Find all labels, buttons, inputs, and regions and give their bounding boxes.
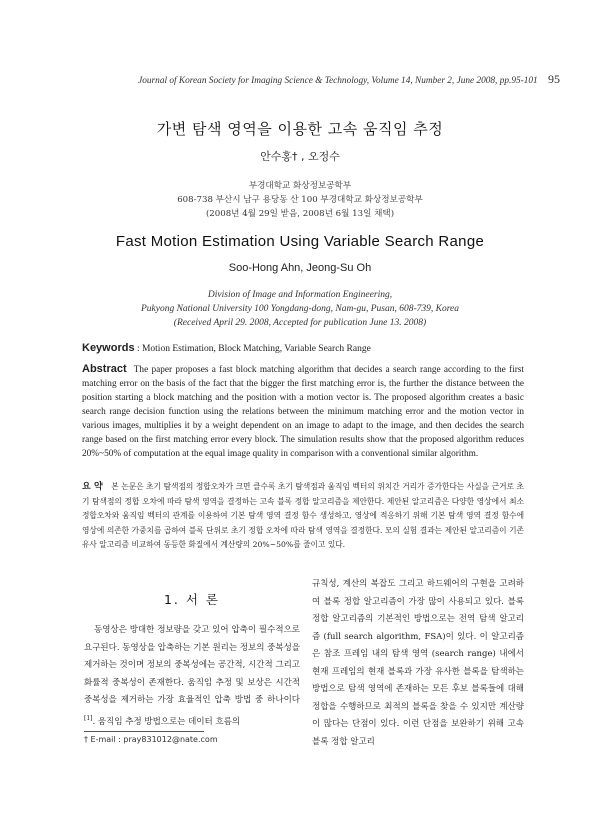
abstract-text: The paper proposes a fast block matching algorithm that decides a search range according to the first matching error on the basis of the fact that the bigger the first matching error is, the further the distance between the position starting a block matching and the position with a motion vector is. The proposed algorithm creates a basic search range decision function using the relations between the minimum matching error and the motion vector in various images, multiplies it by a weight dependent on an image to adapt to the image, and then decides the search range based on the first matching error every block. The simulation results show that the proposed algorithm reduces 20%~50% of computation at the equal image quality in comparison with a conventional similar algorithm. [82, 365, 524, 459]
running-header [0, 72, 560, 87]
english-affiliation-line1: Division of Image and Information Engineering, [207, 290, 393, 300]
page-number: 95 [548, 72, 560, 86]
korean-abstract-text: 본 논문은 초기 탐색점의 정합오차가 크면 클수록 초기 탐색점과 움직임 벡터의 위치간 거리가 증가한다는 사실을 근거로 초기 탐색점의 정합 오차에 따라 탐색 영역을 결정하는 고속 블록 정합 알고리즘을 제안한다. 제안된 알고리즘은 다양한 영상에서 최소 정합오차와 움직임 벡터의 관계를 이용하여 기본 탐색 영역 결정 함수 생성하고, 영상에 적응하기 위해 기본 탐색 영역 결정 함수에 영상에 의존한 가중치를 곱하여 블록 단위로 초기 정합 오차에 따라 탐색 영역을 결정한다. 모의 실험 결과는 제안된 알고리즘이 기존 유사 알고리즘 비교하여 동등한 화질에서 계산량의 20%~50%를 줄이고 있다. [82, 482, 524, 549]
keywords-label: Keywords [82, 342, 135, 354]
footnote: † E-mail : pray831012@nate.com [84, 735, 218, 744]
right-column [312, 576, 524, 751]
korean-affiliation [0, 179, 600, 221]
journal-citation: Journal of Korean Society for Imaging Science & Technology, Volume 14, Number 2, June 2008, pp.95-101 [138, 76, 538, 86]
intro-text-a: 동영상은 방대한 정보량을 갖고 있어 압축이 필수적으로 요구된다. 동영상을 압축하는 기본 원리는 정보의 중복성을 제거하는 것이며 정보의 중복성에는 공간적, 시간적 그리고 화률적 중복성이 존재한다. 움직임 추정 및 보상은 시간적 중복성을 제거하는 가장 효율적인 압축 방법 중 하나이다 [84, 625, 300, 705]
english-authors: Soo-Hong Ahn, Jeong-Su Oh [228, 262, 372, 274]
korean-abstract [82, 480, 524, 553]
section-title: 1. 서 론 [163, 592, 221, 607]
left-column [84, 590, 300, 731]
korean-dates: (2008년 4월 29일 받음, 2008년 6월 13일 채택) [205, 209, 395, 219]
abstract-label: Abstract [82, 363, 127, 375]
right-column-paragraph: 규칙성, 계산의 복잡도 그리고 하드웨어의 구현을 고려하여 블록 정합 알고리즘이 가장 많이 사용되고 있다. 블록 정합 알고리즘의 기본적인 방법으로는 전역 탐색 알고리즘 (full search algorithm, FSA)이 있다. 이 알고리즘은 참조 프레임 내의 탐색 영역 (search range) 내에서 현재 프레임의 현재 블록과 가장 유사한 블록을 탐색하는 방법으로 탐색 영역에 존재하는 모든 후보 블록들에 대해 정합을 수행하므로 최적의 블록을 찾을 수 있지만 계산량이 많다는 단점이 있다. 이런 단점을 보완하기 위해 고속 블록 정합 알고리 [312, 579, 524, 747]
korean-abstract-label: 요 약 [82, 482, 103, 492]
intro-text-b: . 움직임 추정 방법으로는 데이터 흐름의 [92, 716, 241, 727]
english-dates: (Received April 29. 2008, Accepted for publication June 13. 2008) [173, 318, 427, 328]
english-title: Fast Motion Estimation Using Variable Search Range [115, 233, 485, 250]
english-affiliation [0, 288, 600, 330]
english-affiliation-line2: Pukyong National University 100 Yongdang-dong, Nam-gu, Pusan, 608-739, Korea [140, 304, 460, 314]
keywords [82, 342, 522, 354]
introduction-paragraph [84, 622, 300, 731]
footnote-divider [84, 731, 204, 732]
korean-authors: 안수홍† , 오정수 [260, 150, 340, 163]
korean-affiliation-line2: 608-738 부산시 남구 용당동 산 100 부경대학교 화상정보공학부 [177, 195, 423, 205]
citation-ref[interactable]: [1] [84, 714, 93, 722]
korean-title: 가변 탐색 영역을 이용한 고속 움직임 추정 [156, 120, 444, 138]
keywords-text: : Motion Estimation, Block Matching, Variable Search Range [136, 344, 371, 354]
abstract [82, 362, 524, 461]
korean-affiliation-line1: 부경대학교 화상정보공학부 [248, 181, 352, 191]
